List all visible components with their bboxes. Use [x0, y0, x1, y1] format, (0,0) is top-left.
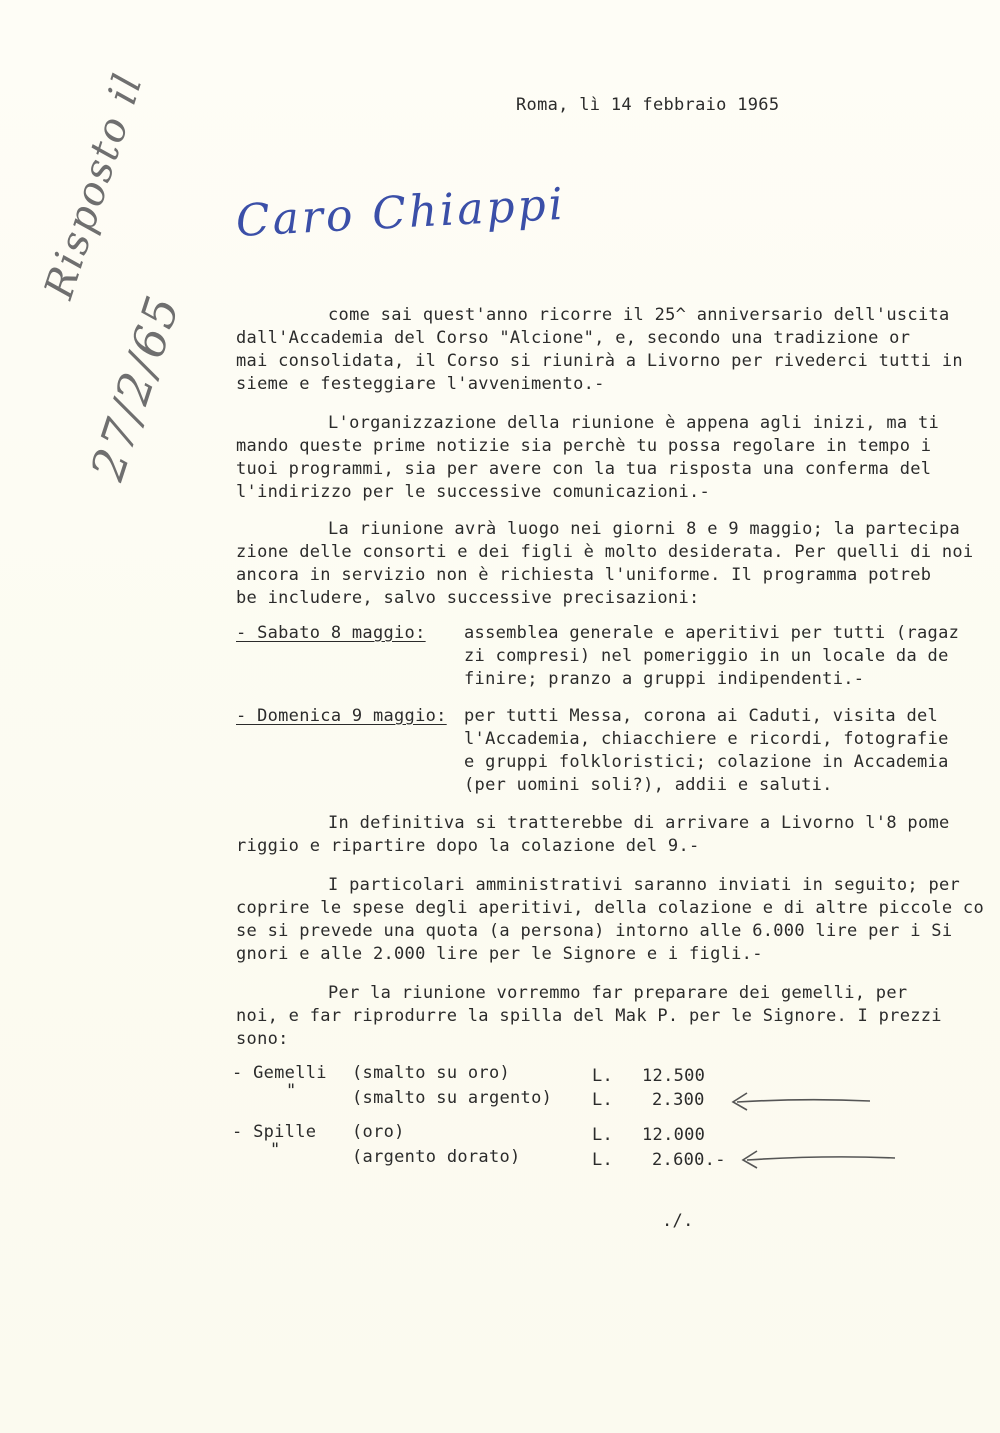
paragraph-3-line: be includere, salvo successive precisazioni:	[236, 588, 700, 608]
price-currency: L.	[592, 1150, 614, 1170]
paragraph-3-line: La riunione avrà luogo nei giorni 8 e 9 maggio; la partecipa	[328, 519, 961, 539]
paragraph-1-line: dall'Accademia del Corso "Alcione", e, secondo una tradizione or	[236, 328, 911, 348]
schedule-day-sunday: - Domenica 9 maggio:	[236, 706, 447, 726]
paragraph-1-line: sieme e festeggiare l'avvenimento.-	[236, 374, 605, 394]
price-currency: L.	[592, 1125, 614, 1145]
price-desc: (smalto su argento)	[352, 1088, 553, 1108]
paragraph-6-line: noi, e far riprodurre la spilla del Mak P. per le Signore. I prezzi	[236, 1006, 942, 1026]
price-desc: (smalto su oro)	[352, 1063, 511, 1083]
paragraph-5-line: I particolari amministrativi saranno inviati in seguito; per	[328, 875, 961, 895]
price-currency: L.	[592, 1066, 614, 1086]
paragraph-2-line: tuoi programmi, sia per avere con la tua risposta una conferma del	[236, 459, 932, 479]
price-currency: L.	[592, 1090, 614, 1110]
price-item: - Spille	[232, 1122, 317, 1142]
price-amount: 2.600.-	[652, 1150, 726, 1170]
schedule-sunday-line: e gruppi folkloristici; colazione in Accademia	[464, 752, 949, 772]
price-amount: 12.500	[642, 1066, 706, 1086]
price-amount: 2.300	[652, 1090, 705, 1110]
paragraph-5-line: coprire le spese degli aperitivi, della colazione e di altre piccole co	[236, 898, 984, 918]
price-item-ditto: "	[270, 1140, 281, 1160]
paragraph-6-line: sono:	[236, 1029, 289, 1049]
paragraph-5-line: se si prevede una quota (a persona) intorno alle 6.000 lire per i Si	[236, 921, 953, 941]
paragraph-5-line: gnori e alle 2.000 lire per le Signore e i figli.-	[236, 944, 763, 964]
schedule-sunday-line: (per uomini soli?), addii e saluti.	[464, 775, 833, 795]
schedule-saturday-line: zi compresi) nel pomeriggio in un locale da de	[464, 646, 949, 666]
paragraph-3-line: ancora in servizio non è richiesta l'uniforme. Il programma potreb	[236, 565, 932, 585]
letter-date: Roma, lì 14 febbraio 1965	[516, 95, 780, 115]
pencil-arrow-icon	[725, 1088, 875, 1114]
schedule-sunday-line: l'Accademia, chiacchiere e ricordi, fotografie	[464, 729, 949, 749]
margin-note-line1: Risposto il	[36, 67, 153, 305]
price-item: - Gemelli	[232, 1063, 327, 1083]
page-continuation-marker: ./.	[662, 1211, 694, 1231]
price-desc: (oro)	[352, 1122, 405, 1142]
price-desc: (argento dorato)	[352, 1147, 521, 1167]
schedule-day-saturday: - Sabato 8 maggio:	[236, 623, 426, 643]
paragraph-3-line: zione delle consorti e dei figli è molto desiderata. Per quelli di noi	[236, 542, 974, 562]
paragraph-6-line: Per la riunione vorremmo far preparare dei gemelli, per	[328, 983, 908, 1003]
price-amount: 12.000	[642, 1125, 706, 1145]
schedule-saturday-line: finire; pranzo a gruppi indipendenti.-	[464, 669, 865, 689]
paragraph-1-line: mai consolidata, il Corso si riunirà a Livorno per rivederci tutti in	[236, 351, 963, 371]
handwritten-salutation: Caro Chiappi	[234, 178, 568, 247]
paragraph-4-line: riggio e ripartire dopo la colazione del 9.-	[236, 836, 700, 856]
price-item-ditto: "	[286, 1081, 297, 1101]
paragraph-1-line: come sai quest'anno ricorre il 25^ anniversario dell'uscita	[328, 305, 950, 325]
margin-note-line2: 27/2/65	[80, 288, 191, 487]
paragraph-2-line: l'indirizzo per le successive comunicazioni.-	[236, 482, 711, 502]
paragraph-2-line: L'organizzazione della riunione è appena agli inizi, ma ti	[328, 413, 940, 433]
pencil-arrow-icon	[735, 1146, 900, 1172]
paragraph-2-line: mando queste prime notizie sia perchè tu possa regolare in tempo i	[236, 436, 932, 456]
paragraph-4-line: In definitiva si tratterebbe di arrivare a Livorno l'8 pome	[328, 813, 950, 833]
schedule-saturday-line: assemblea generale e aperitivi per tutti (ragaz	[464, 623, 960, 643]
schedule-sunday-line: per tutti Messa, corona ai Caduti, visita del	[464, 706, 939, 726]
